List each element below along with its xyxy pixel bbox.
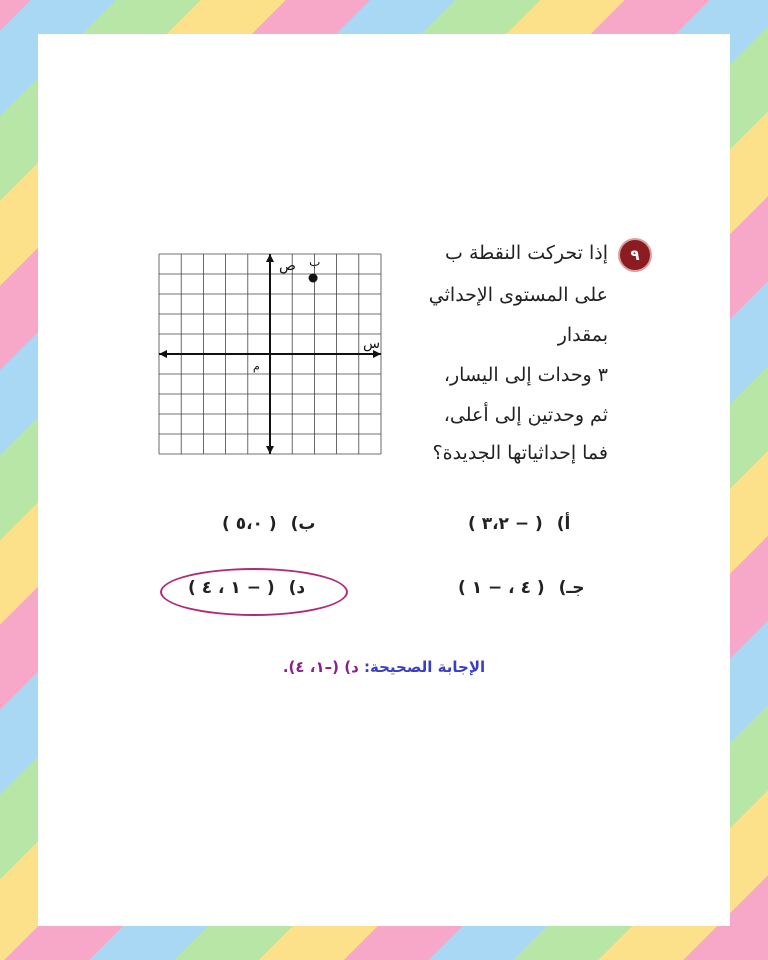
question-line-3: بمقدار	[557, 324, 608, 346]
y-axis-label: ص	[279, 258, 296, 274]
origin-label: م	[253, 360, 260, 373]
choice-c[interactable]	[458, 578, 585, 598]
choice-c-value: ( ٤ ، − ١ )	[458, 578, 545, 598]
choice-d-letter: د)	[288, 578, 306, 598]
choice-a-letter: أ)	[556, 514, 571, 534]
point-label: ب	[309, 255, 321, 269]
question-number-badge: ٩	[620, 240, 650, 270]
question-line-6: فما إحداثياتها الجديدة؟	[432, 442, 608, 464]
y-axis-arrow-down	[266, 446, 274, 454]
x-axis-label: س	[363, 336, 381, 352]
choice-c-letter: جـ)	[558, 578, 585, 598]
content-card	[38, 34, 730, 926]
question-line-5: ثم وحدتين إلى أعلى،	[443, 404, 608, 426]
correct-answer	[0, 658, 768, 676]
correct-answer-value: د) (–١، ٤).	[282, 658, 359, 676]
point-b	[309, 274, 318, 283]
choice-b-value: ( ٥،٠ )	[222, 514, 277, 534]
correct-answer-label: الإجابة الصحيحة:	[364, 658, 486, 676]
question-line-4: ٣ وحدات إلى اليسار،	[443, 364, 608, 386]
choice-b-letter: ب)	[290, 514, 316, 534]
choice-a[interactable]	[468, 514, 570, 534]
choice-b[interactable]	[222, 514, 315, 534]
choice-a-value: ( − ٣،٢ )	[468, 514, 543, 534]
coordinate-grid	[157, 252, 383, 456]
y-axis-arrow-up	[266, 254, 274, 262]
selected-answer-ring	[160, 568, 348, 616]
x-axis-arrow-left	[159, 350, 167, 358]
question-line-2: على المستوى الإحداثي	[428, 284, 608, 306]
choice-d-value: ( − ١ ، ٤ )	[188, 578, 275, 598]
question-line-1: إذا تحركت النقطة ب	[445, 242, 608, 264]
